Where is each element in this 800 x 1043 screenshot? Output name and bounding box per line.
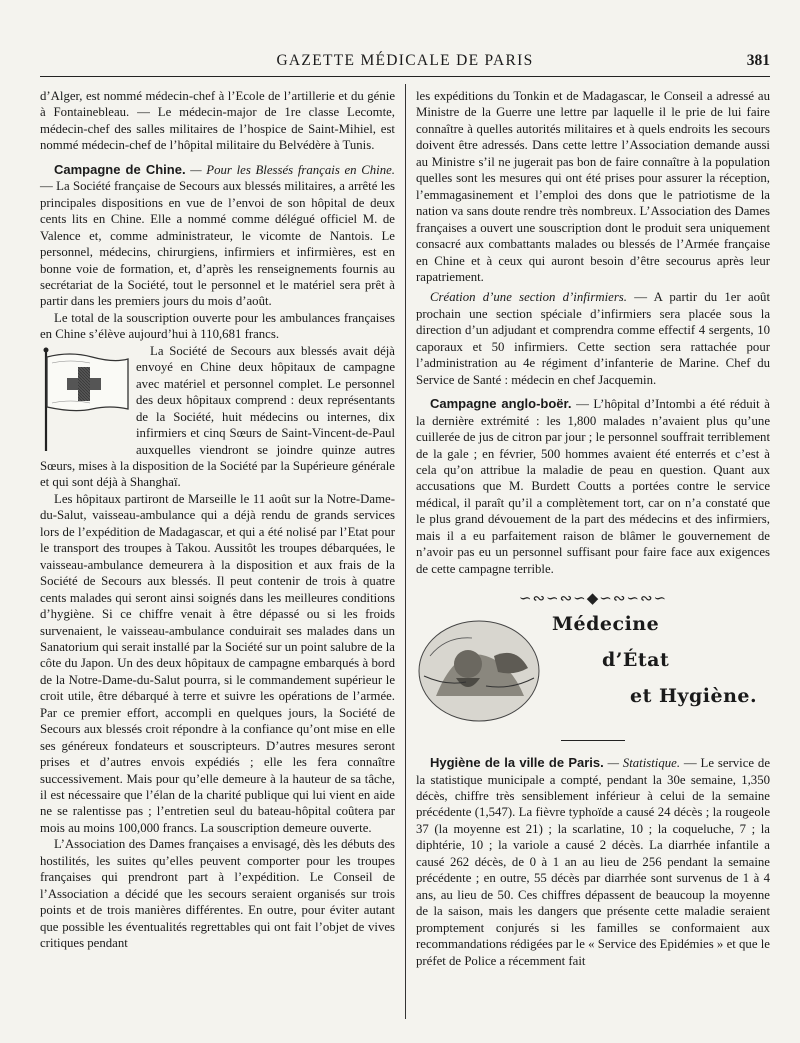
paragraph-souscription: Le total de la souscription ouverte pour les ambulances françaises en Chine s’élève aujourd’hui à 110,681 francs. [40, 310, 395, 342]
paragraph-hygiene-paris [416, 755, 770, 969]
page-number: 381 [746, 52, 770, 69]
section-title-medecine: Médecine [552, 612, 660, 635]
subheading-section-infirmiers: Création d’une section d’infirmiers. [430, 290, 627, 305]
paragraph-anglo-boer [416, 396, 770, 577]
heading-anglo-boer: Campagne anglo-boër. [430, 396, 572, 412]
heading-campagne-chine: Campagne de Chine. [54, 161, 186, 177]
running-header [40, 52, 770, 77]
left-column [40, 88, 395, 952]
paragraph-hopitaux-envoyes: La Société de Secours aux blessés avait déjà envoyé en Chine deux hôpitaux de campagne avec matériel et personnel complet. Le personnel des deux hôpitaux comprend : deux représentants de la Société, huit médecins ou internes, dix infirmiers et cinq Sœurs de Saint-Vincent-de-Paul auxquelles viendront se joindre quinze autres Sœurs, mises à la disposition de la Société par la Supérieure générale et qui sont déjà à Shanghaï. [40, 343, 395, 490]
section-title-etat: d’État [602, 648, 670, 671]
section-title-hygiene: et Hygiène. [630, 684, 758, 707]
paragraph-tonkin: les expéditions du Tonkin et de Madagascar, le Conseil a adressé au Ministre de la Guerre une lettre par laquelle il le prie de lui faire connaître à quelles autorités militaires et à quels endroits les secours doivent être adressés. Dans cette lettre l’Association demande aussi au Ministre s’il ne jugerait pas bon de faire connaître à la population quelles sont les mesures qui ont été prises pour assurer la réception, l’emmagasinement et l’emploi des dons que le patriotisme de la nation va sans doute rendre très nombreux. L’Association des Dames françaises a ouvert une souscription dont le produit sera uniquement consacré aux combattants malades ou blessés de l’Armée française en Chine et à ceux qui auront besoin d’être secourus après leur rapatriement. [416, 89, 770, 284]
paragraph-dames-francaises: L’Association des Dames françaises a envisagé, dès les débuts des hostilités, les suites qu’elles peuvent comporter pour les troupes françaises qui prendront part à l’expédition. Le Conseil de l’Association a décidé que les secours seraient organisés sur trois points et de trois manières différentes. En outre, pour éviter autant que possible les éventualités regrettables qui ont fait l’objet de vives critiques pendant [40, 837, 395, 951]
paragraph-text: — A partir du 1er août prochain une section spéciale d’infirmiers sera placée sous la direction d’un adjudant et comprendra comme effectif 4 sergents, 10 caporaux et 50 infirmiers. Cette section sera rattachée pour l’administration au 4e régiment d’infanterie de Marine. Chef du Service de Santé : médecin en chef Jacquemin. [416, 290, 770, 387]
paragraph-text: — Le service de la statistique municipale a compté, pendant la 30e semaine, 1,350 décès, chiffre très sensiblement inférieur à celui de la semaine précédente (1,547). La fièvre typhoïde a causé 24 décès ; la rougeole 37 (la moyenne est 21) ; la scarlatine, 10 ; la coqueluche, 7 ; la diphtérie, 10 ; la variole a causé 2 décès. La diarrhée infantile a causé 262 décès, de 0 à 1 an au lieu de 256 pendant la semaine précédente ; en outre, 55 décès par diarrhée sont survenus de 1 à 4 ans, au lieu de 50. Ces chiffres dépassent de beaucoup la moyenne de la saison, mais les dangers que présente cette maladie seraient promptement conjurés si les familles se conformaient aux recommandations rédigées par le « Service des Epidémies » et que le préfet de Police a récemment fait [416, 756, 770, 968]
engraving-illustration [416, 616, 542, 726]
right-column [416, 88, 770, 969]
section-header [416, 612, 770, 734]
paragraph-text: — L’hôpital d’Intombi a été réduit à la dernière extrémité : les 1,800 malades n’avaient plus qu’une cuillerée de jus de citron par jour ; le personnel souffrait terriblement de la gale ; en février, 500 hommes avaient été enterrés et c’est à cela qu’on attribue la maladie de peau en question. Quant aux accusations que M. Burdett Coutts a portées contre le service médical, il paraît qu’il a complètement tort, car on n’a constaté que le plus grand dévouement de la part des médecins et des infirmiers, mais il a eu parfaitement raison de blâmer le gouvernement de n’avoir pas eu un personnel suffisant pour faire face aux exigences de cette campagne terrible. [416, 397, 770, 576]
subheading-statistique: — Statistique. [603, 756, 681, 771]
paragraph-marseille: Les hôpitaux partiront de Marseille le 11 août sur la Notre-Dame-du-Salut, vaisseau-ambulance qui a déjà rendu de grands services lors de l’expédition de Madagascar, et qui a été nolisé par l’Etat pour le transport des troupes à Takou. Aussitôt les troupes débarquées, le vaisseau-ambulance demeurera à la disposition et aux frais de la Société de Secours aux blessés. Il peut contenir de trois à quatre cents malades qui seront ainsi soignés dans les meilleures conditions d’hygiène. Si ce chiffre venait à être dépassé ou si les froids survenaient, le vaisseau-ambulance conduirait ses malades dans un Sanatorium qui serait installé par la Société sur un point salubre de la côte du Japon. Un des deux hôpitaux de campagne embarqués à bord de la Notre-Dame-du-Salut pourra, si le commandement supérieur le croit utile, être débarqué à terre et suivre les opérations de l’armée. Par ce premier effort, accompli en quelques jours, la Société de Secours aux blessés croit répondre à la confiance qu’ont mise en elle ses généreux fondateurs et souscripteurs. D’autres mesures seront prises et d’autres envois expédiés ; elle les fera connaître successivement. Mais pour qu’elle demeure à la hauteur de sa tâche, il est nécessaire que l’élan de la charité publique qui lui vient en aide ne se ralentisse pas ; l’entretien seul du bateau-hôpital coûtera par mois au moins 100,000 francs. La souscription demeure ouverte. [40, 491, 395, 835]
ornament-divider: ∽∾∽∾∽◆∽∾∽∾∽ [518, 591, 668, 608]
section-rule [561, 740, 625, 742]
column-divider [405, 84, 406, 1019]
paragraph-appointments: d’Alger, est nommé médecin-chef à l’Ecole de l’artillerie et du génie à Fontainebleau. — Le médecin-major de 1re classe Lecomte, médecin-chef des salles militaires de l’hospice de Saint-Mihiel, est nommé médecin-chef de l’hôpital militaire du Belvédère à Tunis. [40, 89, 395, 153]
paragraph-text: — La Société française de Secours aux blessés militaires, a arrêté les principales dispositions en vue de l’envoi de son hôpital de deux cents lits en Chine. Elle a nommé comme délégué officiel M. de Valence et, comme administrateur, le vicomte de Nantois. Le personnel, médecins, chirurgiens, infirmiers et infirmières, est en bonne voie de formation, et, d’après les renseignements fournis au secrétariat de la Société, tout le personnel et le matériel sera prêt à partir dans les premiers jours du mois d’août. [40, 179, 395, 309]
red-cross-flag-illustration [40, 347, 130, 453]
heading-hygiene-paris: Hygiène de la ville de Paris. [430, 755, 604, 771]
subheading-blesses-chine: — Pour les Blessés français en Chine. [185, 162, 396, 177]
journal-title: GAZETTE MÉDICALE DE PARIS [276, 52, 534, 69]
paragraph-infirmiers [416, 289, 770, 388]
paragraph-campagne-chine [40, 162, 395, 310]
